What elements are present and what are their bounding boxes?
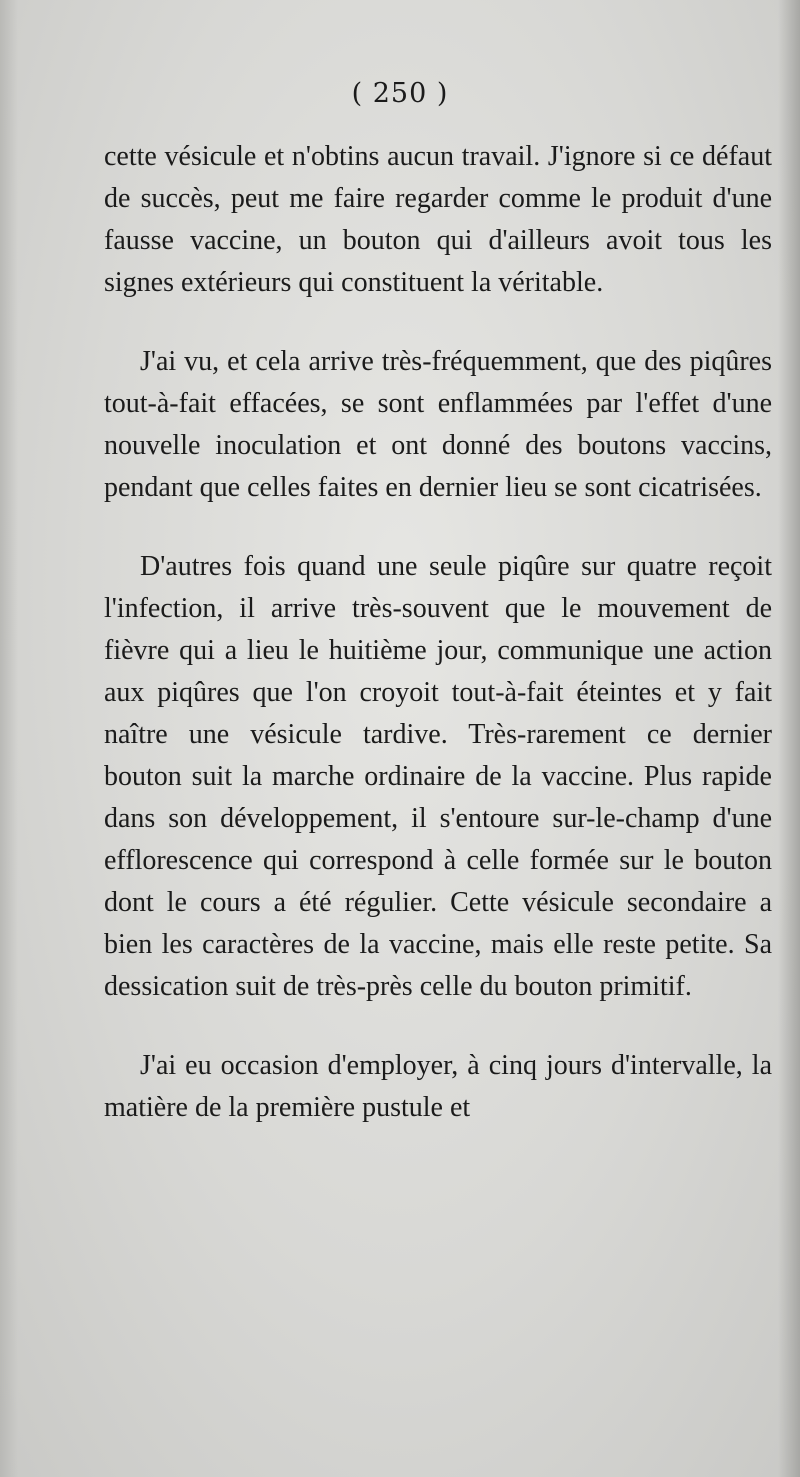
page-edge-shadow-right <box>778 0 800 1477</box>
paragraph: J'ai eu occasion d'employer, à cinq jours d'intervalle, la matière de la première pustule et <box>104 1050 772 1123</box>
page-number-header: ( 250 ) <box>351 78 449 109</box>
paragraph-continuation: cette vésicule et n'obtins aucun travail. J'ignore si ce défaut de succès, peut me faire regarder comme le produit d'une fausse vaccine, un bouton qui d'ailleurs avoit tous les signes extérieurs qui constituent la véritable. <box>104 141 772 298</box>
paragraph: D'autres fois quand une seule piqûre sur quatre reçoit l'infection, il arrive très-souvent que le mouvement de fièvre qui a lieu le huitième jour, communique une action aux piqûres que l'on croyoit tout-à-fait éteintes et y fait naître une vésicule tardive. Très-rarement ce dernier bouton suit la marche ordinaire de la vaccine. Plus rapide dans son développement, il s'entoure sur-le-champ d'une efflorescence qui correspond à celle formée sur le bouton dont le cours a été régulier. Cette vésicule secondaire a bien les caractères de la vaccine, mais elle reste petite. Sa dessication suit de très-près celle du bouton primitif. <box>104 551 772 1002</box>
body-text <box>104 136 772 1129</box>
paragraph: J'ai vu, et cela arrive très-fréquemment, que des piqûres tout-à-fait effacées, se sont enflammées par l'effet d'une nouvelle inoculation et ont donné des boutons vaccins, pendant que celles faites en dernier lieu se sont cicatrisées. <box>104 346 772 503</box>
page-edge-shadow-left <box>0 0 18 1477</box>
